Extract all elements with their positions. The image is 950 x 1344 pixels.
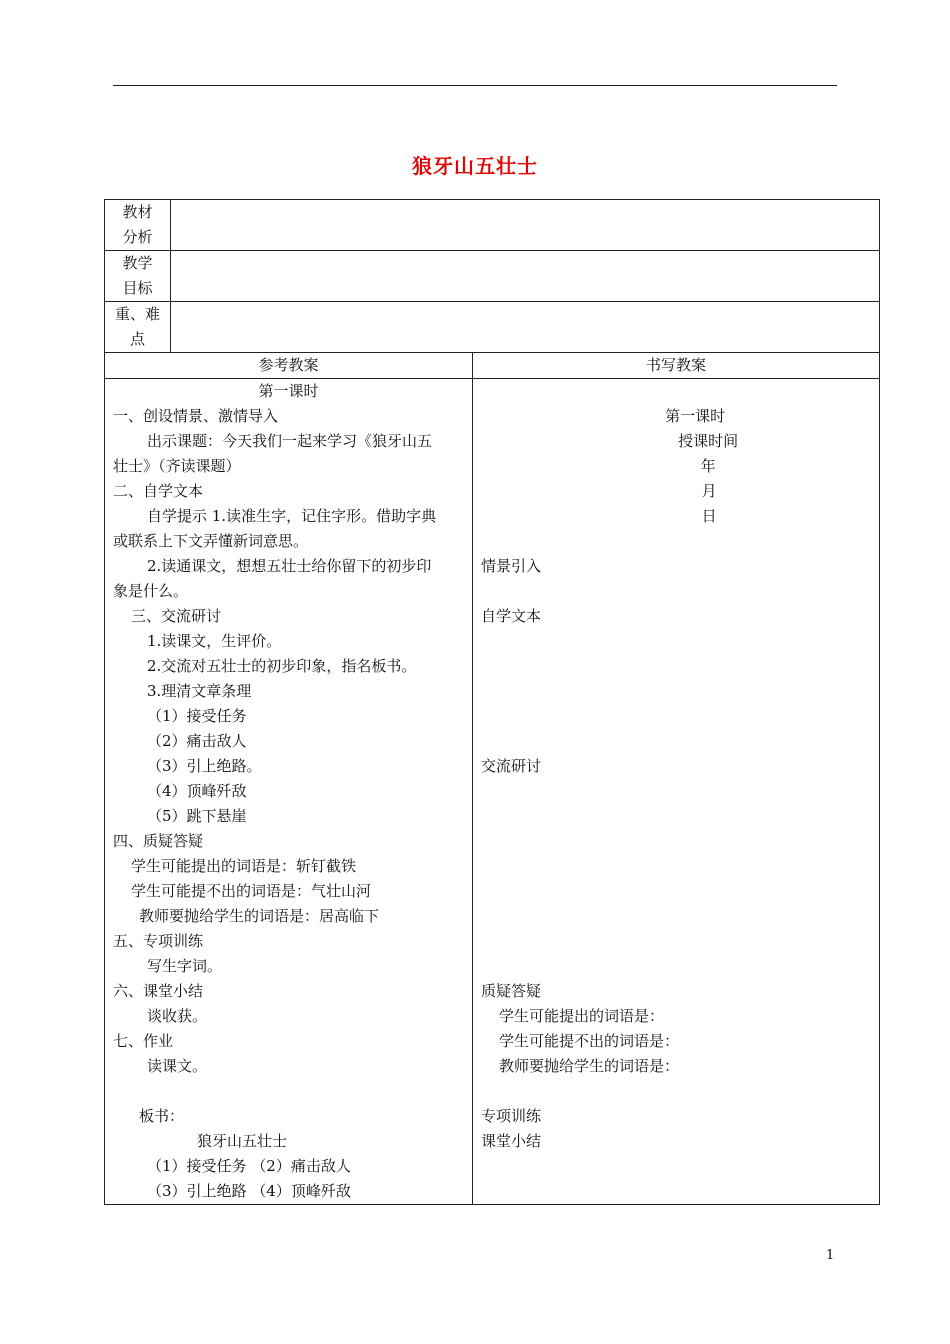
blank-line: [473, 704, 879, 729]
section-heading: 四、质疑答疑: [113, 832, 204, 850]
blank-line: [473, 879, 879, 904]
section-heading: 七、作业: [113, 1032, 174, 1050]
day-label: 日: [701, 507, 717, 525]
blank-line: [473, 579, 879, 604]
plan-step: （2）痛击敌人: [147, 732, 247, 750]
row-label-textbook-analysis: 教材 分析: [105, 200, 171, 251]
blank-line: [473, 804, 879, 829]
row-label-teaching-goals: 教学 目标: [105, 251, 171, 302]
plan-line: 教师要抛给学生的词语是：: [499, 1057, 680, 1075]
section-heading: 质疑答疑: [481, 982, 542, 1000]
plan-line: 学生可能提出的词语是：: [499, 1007, 665, 1025]
plan-step: （1）接受任务: [147, 707, 247, 725]
written-plan-cell: [473, 379, 880, 1205]
month-label: 月: [701, 482, 717, 500]
year-label: 年: [700, 457, 716, 475]
textbook-analysis-row: [105, 200, 880, 251]
plan-line: 谈收获。: [147, 1007, 208, 1025]
key-points-cell: [171, 302, 880, 353]
board-label: 板书：: [139, 1107, 185, 1125]
page-number: 1: [826, 1248, 835, 1263]
blank-line: [473, 904, 879, 929]
plan-line: 写生字词。: [147, 957, 223, 975]
plan-step: （4）顶峰歼敌: [147, 782, 247, 800]
session-heading: 第一课时: [258, 382, 319, 400]
blank-line: [473, 779, 879, 804]
reference-plan-header: 参考教案: [105, 353, 473, 379]
blank-line: [473, 729, 879, 754]
textbook-analysis-cell: [171, 200, 880, 251]
plan-line: 出示课题：今天我们一起来学习《狼牙山五: [147, 432, 433, 450]
section-heading: 三、交流研讨: [131, 607, 222, 625]
blank-line: [473, 679, 879, 704]
section-heading: 情景引入: [481, 557, 542, 575]
reference-plan-cell: [105, 379, 473, 1205]
section-heading: 五、专项训练: [113, 932, 204, 950]
plan-line: 学生可能提出的词语是：斩钉截铁: [131, 857, 357, 875]
column-header-row: [105, 353, 880, 379]
plan-line: 1.读课文，生评价。: [147, 632, 282, 650]
blank-line: [105, 1079, 472, 1104]
plan-content-row: [105, 379, 880, 1205]
plan-line: 学生可能提不出的词语是：: [499, 1032, 680, 1050]
header-rule: [113, 85, 837, 86]
blank-line: [473, 954, 879, 979]
board-title: 狼牙山五壮士: [197, 1132, 288, 1150]
section-heading: 二、自学文本: [113, 482, 204, 500]
plan-line: 学生可能提不出的词语是：气壮山河: [131, 882, 372, 900]
section-heading: 课堂小结: [481, 1132, 542, 1150]
plan-line: 3.理清文章条理: [147, 682, 252, 700]
board-line: （1）接受任务 （2）痛击敌人: [147, 1157, 351, 1175]
blank-line: [473, 829, 879, 854]
teaching-goals-cell: [171, 251, 880, 302]
blank-line: [473, 854, 879, 879]
teaching-time-label: 授课时间: [678, 432, 739, 450]
section-heading: 交流研讨: [481, 757, 542, 775]
row-label-key-points: 重、难 点: [105, 302, 171, 353]
section-heading: 自学文本: [481, 607, 542, 625]
blank-line: [473, 1079, 879, 1104]
section-heading: 六、课堂小结: [113, 982, 204, 1000]
plan-line: 读课文。: [147, 1057, 208, 1075]
session-date-line: [473, 379, 879, 554]
session-heading: 第一课时: [665, 407, 726, 425]
plan-line: 2.交流对五壮士的初步印象，指名板书。: [147, 657, 417, 675]
plan-line: 或联系上下文弄懂新词意思。: [113, 532, 309, 550]
plan-line: 自学提示 1.读准生字，记住字形。借助字典: [147, 507, 437, 525]
section-heading: 专项训练: [481, 1107, 542, 1125]
plan-line: 2.读通课文，想想五壮士给你留下的初步印: [147, 557, 432, 575]
plan-step: （3）引上绝路。: [147, 757, 262, 775]
document-title: 狼牙山五壮士: [412, 154, 538, 178]
written-plan-header: 书写教案: [473, 353, 880, 379]
blank-line: [473, 629, 879, 654]
plan-step: （5）跳下悬崖: [147, 807, 247, 825]
board-line: （3）引上绝路 （4）顶峰歼敌: [147, 1182, 351, 1200]
blank-line: [473, 654, 879, 679]
lesson-plan-table: [104, 199, 880, 1205]
key-points-row: [105, 302, 880, 353]
teaching-goals-row: [105, 251, 880, 302]
plan-line: 象是什么。: [113, 582, 189, 600]
section-heading: 一、创设情景、激情导入: [113, 407, 279, 425]
plan-line: 教师要抛给学生的词语是：居高临下: [139, 907, 380, 925]
blank-line: [473, 929, 879, 954]
plan-line: 壮士》（齐读课题）: [113, 457, 241, 475]
